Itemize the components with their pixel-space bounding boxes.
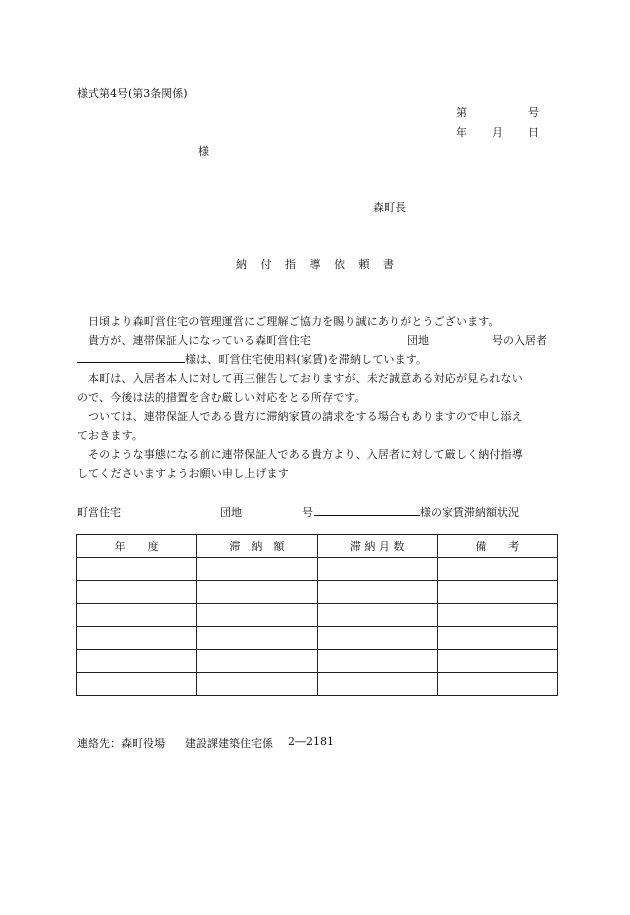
- table-cell: [437, 673, 557, 696]
- form-number: 様式第4号(第3条関係): [77, 87, 188, 100]
- table-cell: [317, 581, 437, 604]
- sender: 森町長: [373, 201, 406, 214]
- table-row: [77, 558, 558, 581]
- contact-department: 建設課建築住宅係: [185, 737, 273, 750]
- table-cell: [197, 673, 317, 696]
- table-cell: [197, 581, 317, 604]
- document-title: 納 付 指 導 依 頼 書: [236, 258, 398, 271]
- table-cell: [77, 673, 197, 696]
- table-cell: [77, 604, 197, 627]
- arrears-table: [76, 534, 558, 696]
- status-go: 号: [302, 506, 313, 519]
- table-row: [77, 604, 558, 627]
- status-name-underline: [314, 504, 420, 516]
- body-line-4: 本町は、入居者本人に対して再三催告しておりますが、未だ誠意ある対応が見られない: [88, 372, 523, 385]
- contact-label: 連絡先：森町役場: [77, 737, 165, 750]
- table-cell: [317, 627, 437, 650]
- doc-number-go: 号: [528, 106, 539, 119]
- date-year: 年: [456, 126, 467, 139]
- table-cell: [437, 604, 557, 627]
- date-day: 日: [528, 126, 539, 139]
- table-cell: [197, 604, 317, 627]
- table-cell: [77, 558, 197, 581]
- body-line-2-danchi: 団地: [407, 334, 429, 347]
- body-line-1: 日頃より森町営住宅の管理運営にご理解ご協力を賜り誠にありがとうございます。: [88, 315, 500, 328]
- table-cell: [317, 673, 437, 696]
- body-line-7: ておきます。: [77, 429, 144, 442]
- table-cell: [437, 650, 557, 673]
- table-cell: [77, 650, 197, 673]
- body-line-5: ので、今後は法的措置を含む厳しい対応をとる所存です。: [77, 391, 366, 404]
- table-cell: [437, 627, 557, 650]
- table-cell: [437, 558, 557, 581]
- table-row: [77, 581, 558, 604]
- body-line-2-resident: 号の入居者: [492, 334, 547, 347]
- table-row: [77, 627, 558, 650]
- table-cell: [437, 581, 557, 604]
- status-danchi: 団地: [220, 506, 242, 519]
- table-cell: [77, 581, 197, 604]
- col-header-arrears-months: 滞 納 月 数: [317, 535, 437, 558]
- table-cell: [317, 604, 437, 627]
- table-header-row: [77, 535, 558, 558]
- date-month: 月: [492, 126, 503, 139]
- table-cell: [197, 650, 317, 673]
- table-cell: [197, 558, 317, 581]
- table-cell: [317, 558, 437, 581]
- col-header-fiscal-year: 年 度: [77, 535, 197, 558]
- resident-name-blank: [77, 351, 185, 363]
- table-cell: [317, 650, 437, 673]
- table-row: [77, 650, 558, 673]
- body-line-8: そのような事態になる前に連帯保証人である貴方より、入居者に対して厳しく納付指導: [88, 448, 523, 461]
- table-cell: [77, 627, 197, 650]
- body-line-9: してくださいますようお願い申し上げます: [77, 467, 289, 480]
- table-row: [77, 673, 558, 696]
- table-cell: [197, 627, 317, 650]
- contact-phone: 2―2181: [288, 735, 334, 748]
- recipient-honorific: 様: [198, 145, 209, 158]
- status-town-housing: 町営住宅: [77, 506, 121, 519]
- status-name-blank: 様の家賃滞納額状況: [314, 504, 519, 520]
- body-line-3: 様は、町営住宅使用料(家賃)を滞納しています。: [77, 351, 427, 367]
- body-line-2: 貴方が、連帯保証人になっている森町営住宅: [88, 334, 311, 347]
- doc-number-dai: 第: [456, 106, 467, 119]
- body-line-6: ついては、連帯保証人である貴方に滞納家賃の請求をする場合もありますので申し添え: [88, 410, 523, 423]
- col-header-remarks: 備 考: [437, 535, 557, 558]
- col-header-arrears-amount: 滞 納 額: [197, 535, 317, 558]
